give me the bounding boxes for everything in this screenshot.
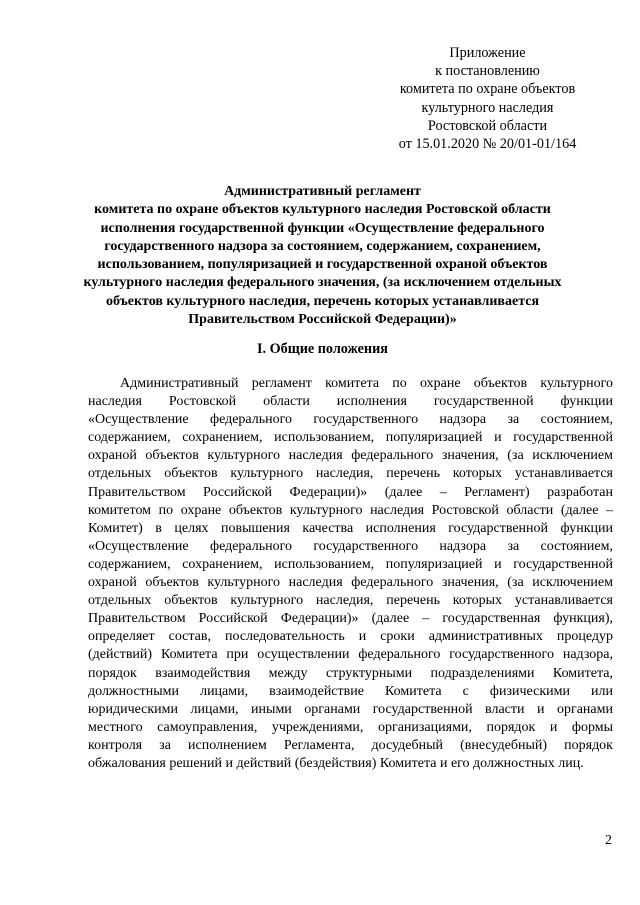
body-line: определяет состав, последовательность и сроки административных процедур [88,629,613,645]
title-line: использованием, популяризацией и государственной охраной объектов [97,257,548,273]
appendix-line: Приложение [449,45,526,61]
body-line: «Осуществление федерального государственного надзора за состоянием, [88,538,613,554]
appendix-line: Ростовской области [427,117,548,134]
body-line: Правительством Российской Федерации)» (далее – государственная функция), [88,611,613,627]
title-line: культурного наследия федерального значения, (за исключением отдельных [83,275,562,291]
appendix-line: комитета по охране объектов [399,81,576,98]
title-line: Административный регламент [224,184,421,199]
body-line: Правительством Российской Федерации)» (далее – Регламент) разработан [88,484,613,500]
body-line: контроля за исполнением Регламента, досудебный (внесудебный) порядок [88,737,613,753]
title-line: Правительством Российской Федерации)» [188,312,457,328]
body-line: содержанием, сохранением, использованием, популяризацией и государственной [88,556,613,572]
title-line: исполнения государственной функции «Осуществление федерального [100,220,545,236]
page-number: 2 [605,833,612,848]
body-line: местного самоуправления, учреждениями, организациями, порядок и формы [88,719,613,735]
body-line: отдельных объектов культурного наследия, перечень которых устанавливается [88,593,613,609]
body-line: Комитет) в целях повышения качества исполнения государственной функции [88,520,613,536]
body-line: охраной объектов культурного наследия федерального значения, (за исключением [88,575,613,591]
body-line: содержанием, сохранением, использованием, популяризацией и государственной [88,430,613,446]
body-line: порядок взаимодействия между структурными подразделениями Комитета, [88,665,613,681]
document-title [60,183,585,329]
appendix-line: от 15.01.2020 № 20/01-01/164 [398,136,577,153]
title-line: объектов культурного наследия, перечень которых устанавливается [105,293,540,309]
body-paragraph [88,375,613,773]
body-line: отдельных объектов культурного наследия, перечень которых устанавливается [88,466,613,482]
body-line: Административный регламент комитета по охране объектов культурного [120,376,613,391]
section-heading: I. Общие положения [257,341,388,357]
body-line: должностными лицами, взаимодействие Комитета с физическими или [88,683,613,699]
appendix-header [380,44,595,153]
body-line: охраной объектов культурного наследия федерального значения, (за исключением [88,448,613,464]
body-line: «Осуществление федерального государственного надзора за состоянием, [88,412,613,428]
body-line: юридическими лицами, иными органами государственной власти и органами [88,701,613,717]
title-line: комитета по охране объектов культурного наследия Ростовской области [94,202,551,218]
appendix-line: культурного наследия [421,99,554,116]
body-line: комитетом по охране объектов культурного наследия Ростовской области (далее – [88,502,613,518]
appendix-line: к постановлению [435,63,540,80]
body-line: (действий) Комитета при осуществлении федерального государственного надзора, [88,647,613,663]
body-line: обжалования решений и действий (бездействия) Комитета и его должностных лиц. [88,755,584,771]
body-line: наследия Ростовской области исполнения государственной функции [88,394,613,410]
title-line: государственного надзора за состоянием, содержанием, сохранением, [104,238,541,254]
